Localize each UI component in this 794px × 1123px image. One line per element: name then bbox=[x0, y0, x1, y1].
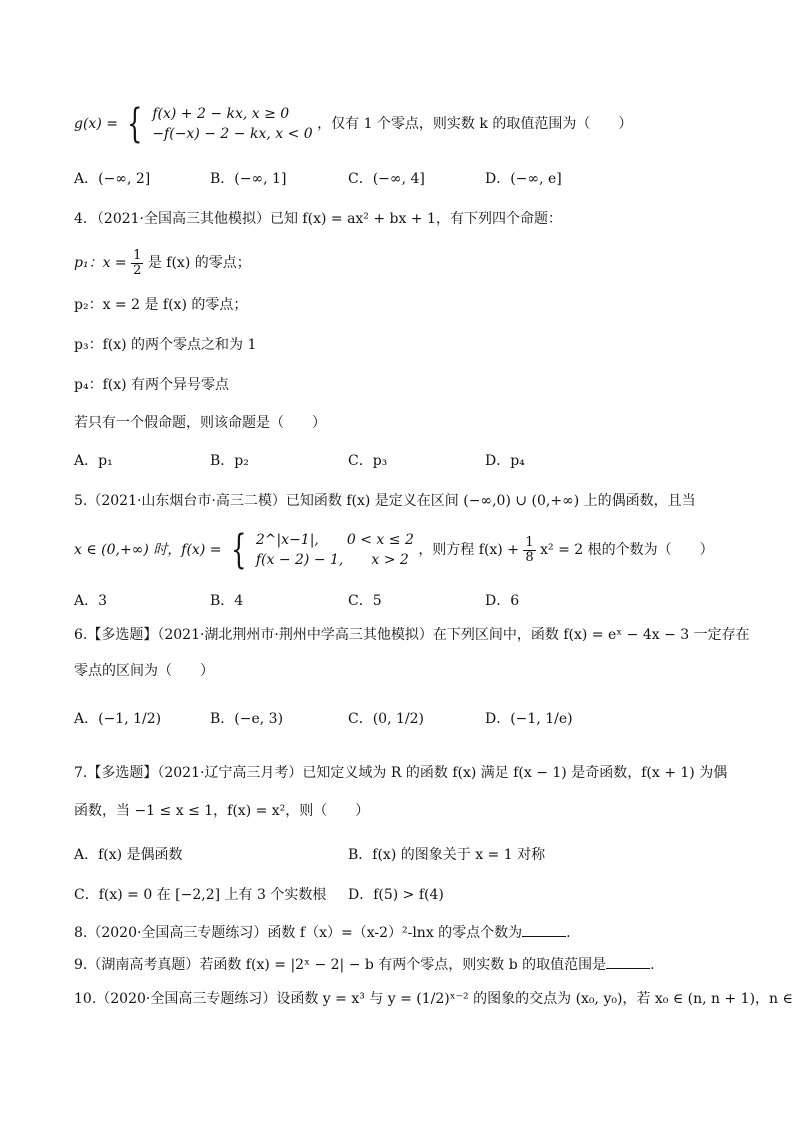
q8-answer-blank[interactable] bbox=[522, 922, 566, 937]
q5-option-c[interactable]: C．5 bbox=[348, 593, 382, 609]
q5-function-definition bbox=[74, 526, 754, 574]
q4-p1-denominator: 2 bbox=[133, 262, 142, 278]
q5-case-1: 2^|x−1|, 0 < x ≤ 2 bbox=[255, 532, 414, 548]
q5-lead: x ∈ (0,+∞) 时，f(x) = bbox=[74, 542, 222, 558]
q6-option-d[interactable]: D．(−1, 1/e) bbox=[485, 711, 573, 727]
q10-line: 10.（2020·全国高三专题练习）设函数 y = x³ 与 y = (1/2)ˣ⁻² 的图象的交点为 (x₀, y₀)，若 x₀ ∈ (n, n + 1)，n ∈ bbox=[74, 991, 793, 1007]
q3-case-2: −f(−x) − 2 − kx, x < 0 bbox=[152, 126, 313, 142]
q9-line bbox=[74, 954, 754, 976]
q4-p4: p₄：f(x) 有两个异号零点 bbox=[74, 377, 230, 393]
q4-option-a[interactable]: A．p₁ bbox=[74, 453, 113, 469]
q7-option-b[interactable]: B．f(x) 的图象关于 x = 1 对称 bbox=[348, 847, 546, 863]
q5-denominator: 8 bbox=[525, 549, 534, 565]
q4-p1-numerator: 1 bbox=[133, 247, 142, 263]
q3-option-c[interactable]: C．(−∞, 4] bbox=[348, 171, 425, 187]
q5-option-b[interactable]: B．4 bbox=[210, 593, 244, 609]
q4-p1-fraction bbox=[131, 249, 143, 278]
q6-option-c[interactable]: C．(0, 1/2) bbox=[348, 711, 424, 727]
q6-stem-line-2: 零点的区间为（ ） bbox=[74, 663, 214, 679]
q9-answer-blank[interactable] bbox=[606, 954, 650, 969]
brace-icon: { bbox=[127, 101, 143, 147]
q5-stem: 5.（2021·山东烟台市·高三二模）已知函数 f(x) 是定义在区间 (−∞,0) ∪ (0,+∞) 上的偶函数，且当 bbox=[74, 493, 696, 509]
q3-function-definition bbox=[74, 100, 754, 148]
q4-p1 bbox=[74, 246, 754, 280]
q7-option-c[interactable]: C．f(x) = 0 在 [−2,2] 上有 3 个实数根 bbox=[74, 887, 327, 903]
q5-numerator: 1 bbox=[525, 534, 534, 550]
q7-option-a[interactable]: A．f(x) 是偶函数 bbox=[74, 847, 183, 863]
q4-question: 若只有一个假命题，则该命题是（ ） bbox=[74, 415, 326, 431]
q5-cases bbox=[256, 530, 414, 570]
q5-tail: x² = 2 根的个数为（ ） bbox=[540, 542, 714, 558]
q3-case-1: f(x) + 2 − kx, x ≥ 0 bbox=[152, 106, 290, 122]
q4-stem: 4．（2021·全国高三其他模拟）已知 f(x) = ax² + bx + 1，有下列四个命题： bbox=[74, 211, 562, 227]
q8-text: 8.（2020·全国高三专题练习）函数 f（x）=（x-2）²-lnx 的零点个数为 bbox=[74, 925, 523, 941]
q5-case-2: f(x − 2) − 1, x > 2 bbox=[255, 552, 409, 568]
q4-option-c[interactable]: C．p₃ bbox=[348, 453, 388, 469]
q6-stem-line-1: 6.【多选题】（2021·湖北荆州市·荆州中学高三其他模拟）在下列区间中，函数 f(x) = eˣ − 4x − 3 一定存在 bbox=[74, 627, 750, 643]
q4-option-d[interactable]: D．p₄ bbox=[485, 453, 525, 469]
q6-option-b[interactable]: B．(−e, 3) bbox=[210, 711, 284, 727]
q8-line bbox=[74, 922, 754, 944]
q4-p1-rest: 是 f(x) 的零点； bbox=[147, 255, 251, 271]
q8-end: . bbox=[566, 925, 571, 941]
q3-option-b[interactable]: B．(−∞, 1] bbox=[210, 171, 287, 187]
q3-option-d[interactable]: D．(−∞, e] bbox=[485, 171, 562, 187]
q7-option-d[interactable]: D．f(5) > f(4) bbox=[348, 887, 444, 903]
q6-option-a[interactable]: A．(−1, 1/2) bbox=[74, 711, 162, 727]
q9-end: . bbox=[650, 957, 655, 973]
q5-option-d[interactable]: D．6 bbox=[485, 593, 520, 609]
q3-text: ，仅有 1 个零点，则实数 k 的取值范围为（ ） bbox=[317, 116, 633, 132]
q3-prefix: g(x) = bbox=[74, 116, 118, 132]
q9-text: 9.（湖南高考真题）若函数 f(x) = |2ˣ − 2| − b 有两个零点，则实数 b 的取值范围是 bbox=[74, 957, 607, 973]
q7-stem-line-1: 7.【多选题】（2021·辽宁高三月考）已知定义域为 R 的函数 f(x) 满足 f(x − 1) 是奇函数，f(x + 1) 为偶 bbox=[74, 765, 728, 781]
q5-mid: ，则方程 f(x) + bbox=[418, 542, 519, 558]
q4-p2: p₂：x = 2 是 f(x) 的零点； bbox=[74, 297, 248, 313]
q3-option-a[interactable]: A．(−∞, 2] bbox=[74, 171, 151, 187]
q3-cases bbox=[152, 104, 312, 144]
q4-option-b[interactable]: B．p₂ bbox=[210, 453, 249, 469]
q4-p1-label: p₁：x = bbox=[74, 255, 127, 271]
q5-option-a[interactable]: A．3 bbox=[74, 593, 108, 609]
q5-fraction bbox=[523, 536, 535, 565]
q7-stem-line-2: 函数，当 −1 ≤ x ≤ 1，f(x) = x²，则（ ） bbox=[74, 803, 370, 819]
q4-p3: p₃：f(x) 的两个零点之和为 1 bbox=[74, 337, 257, 353]
brace-icon: { bbox=[231, 527, 247, 573]
